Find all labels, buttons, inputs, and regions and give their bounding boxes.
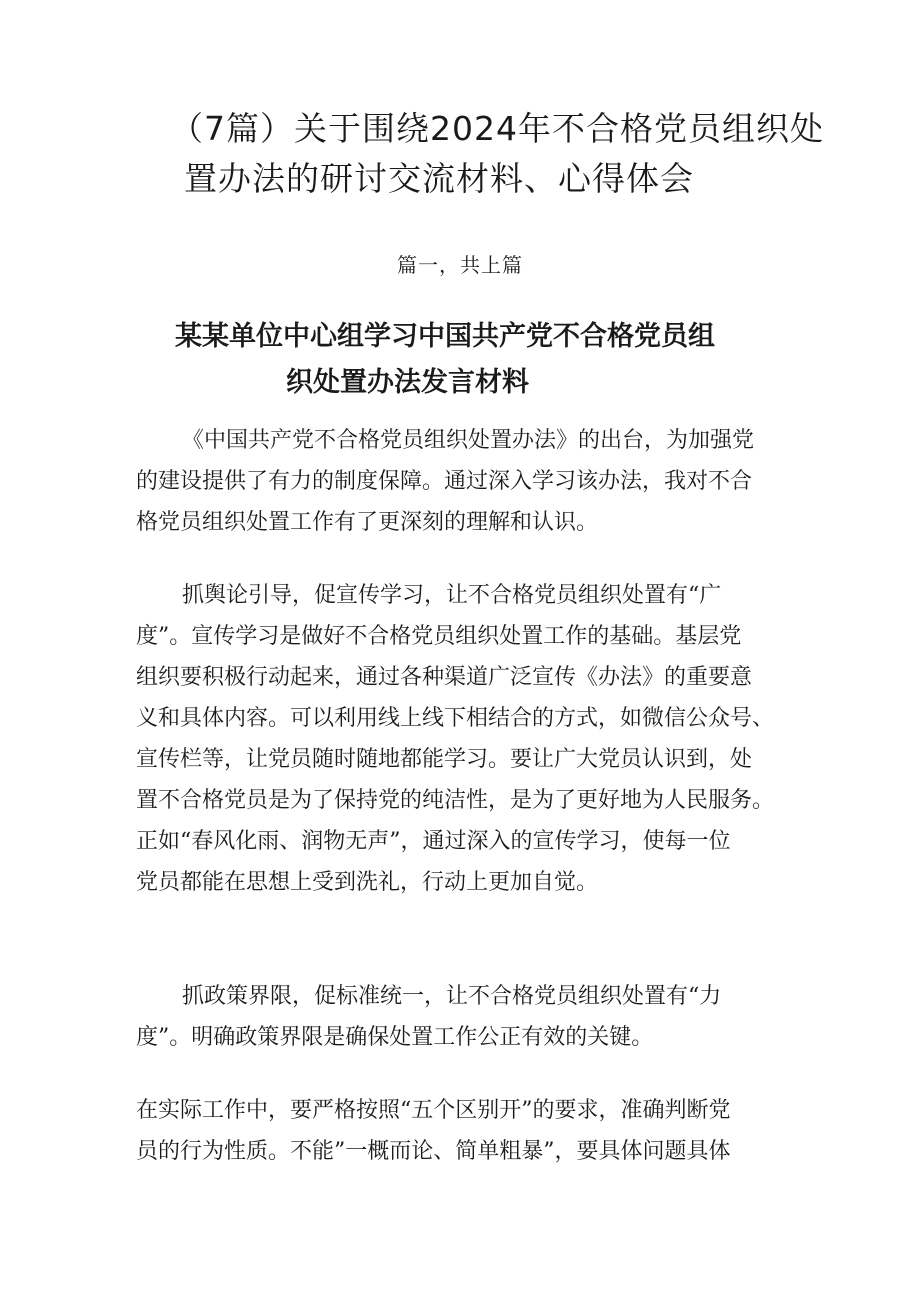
document-title-line: 置办法的研讨交流材料、心得体会 — [184, 159, 694, 198]
paragraph-line: 置不合格党员是为了保持党的纯洁性，是为了更好地为人民服务。 — [136, 788, 775, 813]
paragraph-line: 党员都能在思想上受到洗礼，行动上更加自觉。 — [136, 870, 599, 895]
paragraph-line: 义和具体内容。可以利用线上线下相结合的方式，如微信公众号、 — [136, 706, 775, 731]
section-label: 篇一，共上篇 — [397, 253, 523, 277]
paragraph-line: 《中国共产党不合格党员组织处置办法》的出台，为加强党 — [182, 428, 755, 453]
paragraph-line: 员的行为性质。不能”一概而论、简单粗暴”，要具体问题具体 — [136, 1139, 731, 1164]
paragraph-line: 度”。宣传学习是做好不合格党员组织处置工作的基础。基层党 — [136, 624, 742, 649]
paragraph-line: 抓政策界限，促标准统一，让不合格党员组织处置有“力 — [182, 984, 722, 1009]
paragraph-line: 度”。明确政策界限是确保处置工作公正有效的关键。 — [136, 1025, 654, 1050]
paragraph-line: 正如“春风化雨、润物无声”，通过深入的宣传学习，使每一位 — [136, 829, 731, 854]
paragraph-line: 在实际工作中，要严格按照“五个区别开”的要求，准确判断党 — [136, 1098, 731, 1123]
paragraph-line: 抓舆论引导，促宣传学习，让不合格党员组织处置有“广 — [182, 583, 722, 608]
speech-title — [0, 314, 920, 406]
paragraph-practice — [136, 1090, 796, 1172]
document-title-line: （7篇）关于围绕2024年不合格党员组织处 — [170, 109, 824, 148]
paragraph-line: 格党员组织处置工作有了更深刻的理解和认识。 — [136, 510, 599, 535]
document-title — [170, 104, 824, 204]
paragraph-policy — [136, 976, 796, 1058]
speech-title-line: 某某单位中心组学习中国共产党不合格党员组 — [175, 321, 715, 352]
paragraph-line: 宣传栏等，让党员随时随地都能学习。要让广大党员认识到，处 — [136, 747, 753, 772]
paragraph-line: 组织要积极行动起来，通过各种渠道广泛宣传《办法》的重要意 — [136, 665, 753, 690]
speech-title-line: 织处置办法发言材料 — [286, 367, 529, 398]
paragraph-intro — [136, 420, 796, 543]
paragraph-publicity — [136, 575, 796, 903]
paragraph-line: 的建设提供了有力的制度保障。通过深入学习该办法，我对不合 — [136, 469, 753, 494]
